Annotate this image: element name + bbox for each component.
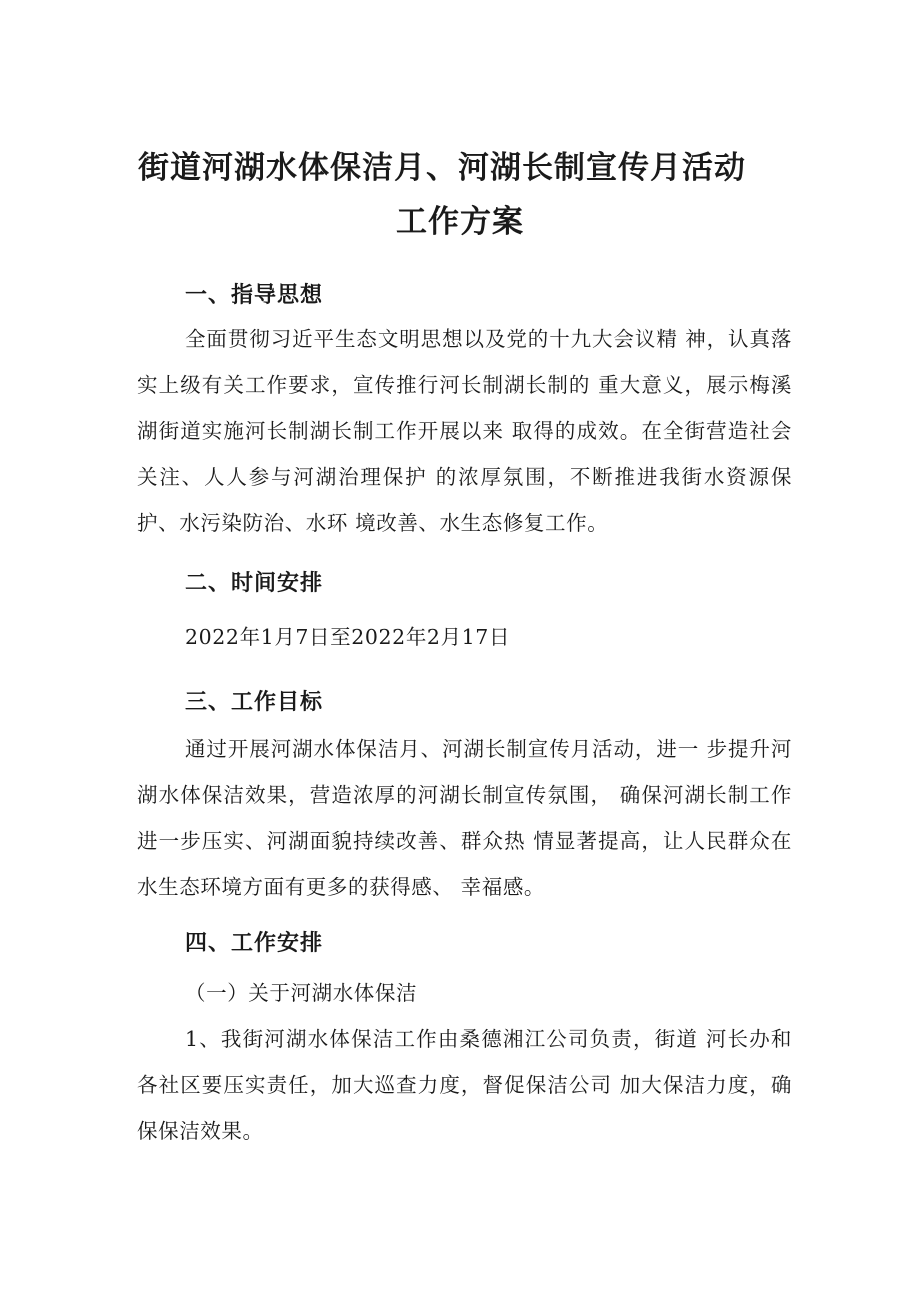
section-heading-schedule: 二、时间安排 — [185, 571, 324, 596]
section-paragraph-guiding-ideology: 全面贯彻习近平生态文明思想以及党的十九大会议精 神，认真落实上级有关工作要求，宣传推行河长制湖长制的 重大意义，展示梅溪湖街道实施河长制湖长制工作开展以来 取得的成效。在全街营造社会关注、人人参与河湖治理保护 的浓厚氛围，不断推进我街水资源保护、水污染防治、水环 境改善、水生态修复工作。 — [137, 327, 792, 535]
document-title-line-2: 工作方案 — [396, 204, 524, 240]
document-title-line-1: 街道河湖水体保洁月、河湖长制宣传月活动 — [138, 150, 746, 186]
section-paragraph-schedule: 2022年1月7日至2022年2月17日 — [185, 625, 511, 649]
section-paragraph-goals: 通过开展河湖水体保洁月、河湖长制宣传月活动，进一 步提升河湖水体保洁效果，营造浓厚的河湖长制宣传氛围， 确保河湖长制工作进一步压实、河湖面貌持续改善、群众热 情显著提高，让人民群众在水生态环境方面有更多的获得感、 幸福感。 — [137, 737, 792, 899]
section-paragraph-arrangements: 1、我街河湖水体保洁工作由桑德湘江公司负责，街道 河长办和各社区要压实责任，加大巡查力度，督促保洁公司 加大保洁力度，确保保洁效果。 — [137, 1027, 792, 1143]
section-heading-goals: 三、工作目标 — [185, 690, 324, 715]
section-heading-arrangements: 四、工作安排 — [185, 931, 324, 956]
subsection-heading-water-cleaning: （一）关于河湖水体保洁 — [185, 981, 418, 1005]
section-heading-guiding-ideology: 一、指导思想 — [185, 283, 324, 308]
